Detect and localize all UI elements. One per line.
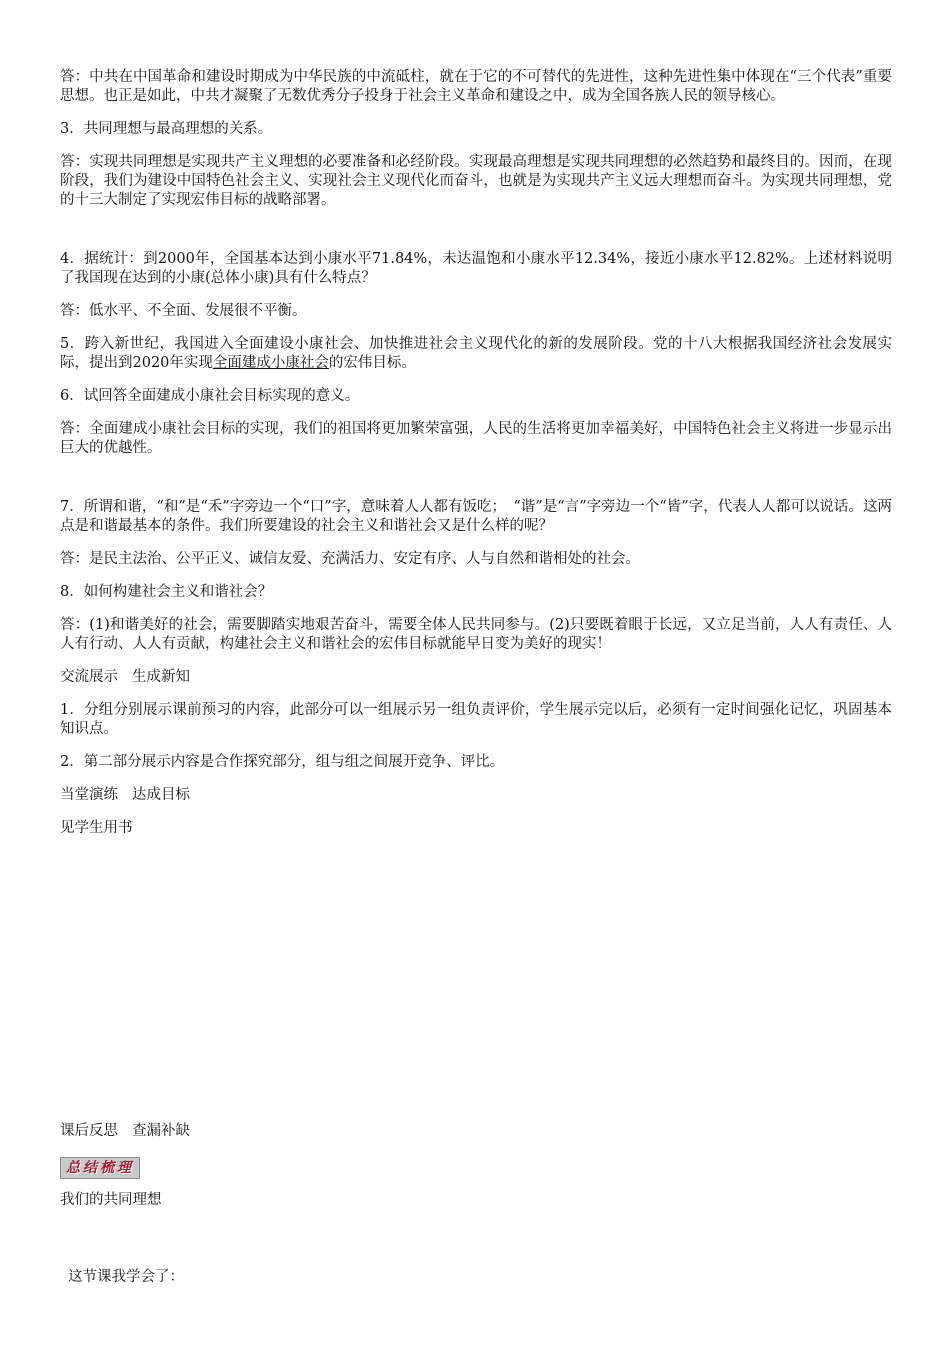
section-heading-practice-part1: 当堂演练 xyxy=(60,787,118,803)
section-heading-practice-part2: 达成目标 xyxy=(132,787,190,803)
section-heading-reflection-part2: 查漏补缺 xyxy=(132,1123,190,1139)
section-heading-reflection xyxy=(60,1122,892,1141)
section-heading-practice xyxy=(60,786,892,805)
answer-7: 答：是民主法治、公平正义、诚信友爱、充满活力、安定有序、人与自然和谐相处的社会。 xyxy=(60,551,640,567)
question-5-end: 的宏伟目标。 xyxy=(328,355,416,371)
answer-6: 答：全面建成小康社会目标的实现，我们的祖国将更加繁荣富强，人民的生活将更加幸福美好，中国特色社会主义将进一步显示出巨大的优越性。 xyxy=(60,421,892,456)
exchange-item-1: 1．分组分别展示课前预习的内容，此部分可以一组展示另一组负责评价，学生展示完以后，必须有一定时间强化记忆，巩固基本知识点。 xyxy=(60,702,892,737)
question-8: 8．如何构建社会主义和谐社会？ xyxy=(60,584,273,600)
exchange-item-2: 2．第二部分展示内容是合作探究部分，组与组之间展开竞争、评比。 xyxy=(60,754,505,770)
section-heading-exchange-part2: 生成新知 xyxy=(132,669,190,685)
practice-note: 见学生用书 xyxy=(60,820,133,836)
summary-topic: 我们的共同理想 xyxy=(60,1192,162,1208)
question-3: 3．共同理想与最高理想的关系。 xyxy=(60,121,273,137)
answer-2: 答：中共在中国革命和建设时期成为中华民族的中流砥柱，就在于它的不可替代的先进性，这种先进性集中体现在“三个代表”重要思想。也正是如此，中共才凝聚了无数优秀分子投身于社会主义革命和建设之中，成为全国各族人民的领导核心。 xyxy=(60,69,892,104)
summary-badge: 总结梳理 xyxy=(60,1157,140,1179)
answer-3: 答：实现共同理想是实现共产主义理想的必要准备和必经阶段。实现最高理想是实现共同理想的必然趋势和最终目的。因而，在现阶段，我们为建设中国特色社会主义、实现社会主义现代化而奋斗，也就是为实现共产主义远大理想而奋斗。为实现共同理想，党的十三大制定了实现宏伟目标的战略部署。 xyxy=(60,154,892,208)
section-heading-exchange-part1: 交流展示 xyxy=(60,669,118,685)
question-6: 6．试回答全面建成小康社会目标实现的意义。 xyxy=(60,388,360,404)
blank-space xyxy=(60,852,892,1122)
answer-8: 答：(1)和谐美好的社会，需要脚踏实地艰苦奋斗，需要全体人民共同参与。(2)只要既着眼于长远，又立足当前，人人有责任、人人有行动、人人有贡献，构建社会主义和谐社会的宏伟目标就能早日变为美好的现实！ xyxy=(60,617,892,652)
learned-prompt: 这节课我学会了： xyxy=(68,1269,184,1285)
section-heading-exchange xyxy=(60,668,892,687)
question-5 xyxy=(60,335,892,373)
question-5-underlined: 全面建成小康社会 xyxy=(212,355,329,371)
section-heading-reflection-part1: 课后反思 xyxy=(60,1123,118,1139)
blank-space-2 xyxy=(60,1224,892,1268)
document-page xyxy=(60,68,892,1287)
answer-4: 答：低水平、不全面、发展很不平衡。 xyxy=(60,303,307,319)
question-4: 4．据统计：到2000年，全国基本达到小康水平71.84%，未达温饱和小康水平12.34%，接近小康水平12.82%。上述材料说明了我国现在达到的小康(总体小康)具有什么特点？ xyxy=(60,251,892,286)
question-7: 7．所谓和谐，“和”是“禾”字旁边一个“口”字，意味着人人都有饭吃； “谐”是“言”字旁边一个“皆”字，代表人人都可以说话。这两点是和谐最基本的条件。我们所要建设的社会主义和谐社会又是什么样的呢？ xyxy=(60,499,892,534)
question-5-text: 5．跨入新世纪，我国进入全面建设小康社会、加快推进社会主义现代化的新的发展阶段。党的十八大根据我国经济社会发展实际，提出到2020年实现 xyxy=(60,336,892,371)
